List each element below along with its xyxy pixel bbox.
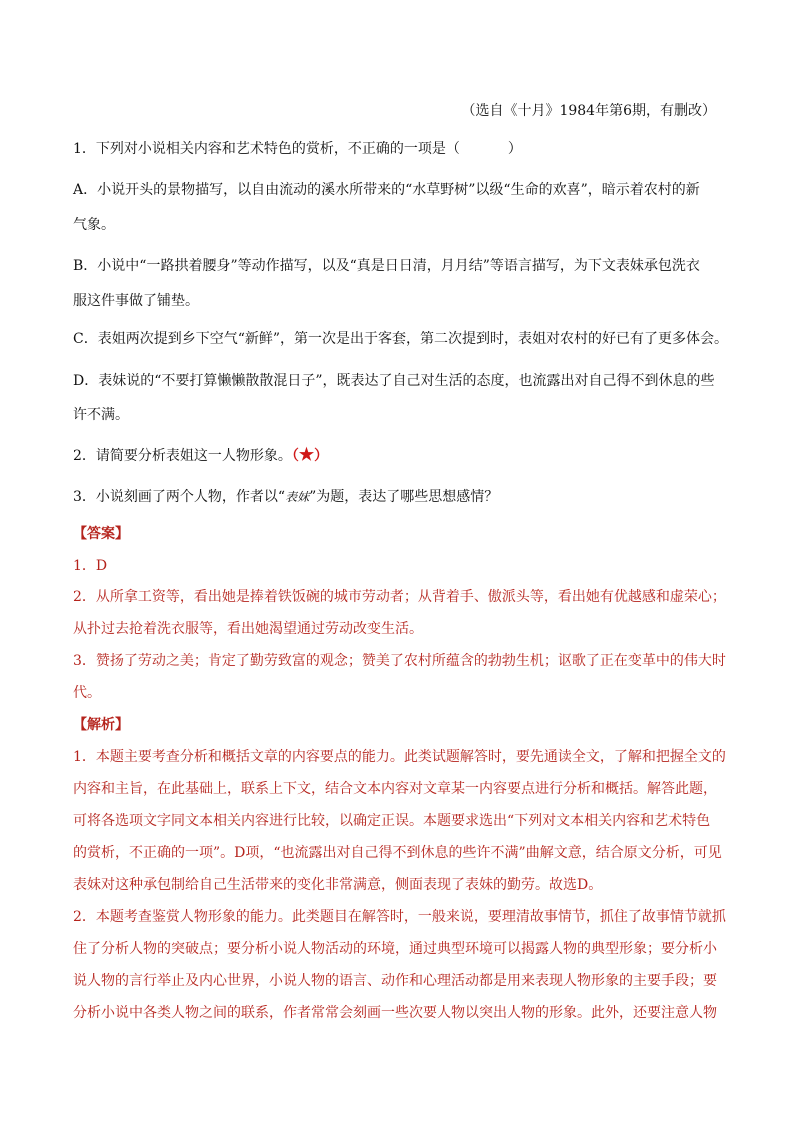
analysis-1-line-5: 表妹对这种承包制给自己生活带来的变化非常满意，侧面表现了表妹的勤劳。故选D。 bbox=[73, 877, 603, 893]
answer-3-line-1: 3．赞扬了劳动之美；肯定了勤劳致富的观念；赞美了农村所蕴含的勃勃生机；讴歌了正在变革中的伟大时 bbox=[73, 653, 726, 669]
question-1-stem: 1．下列对小说相关内容和艺术特色的赏析，不正确的一项是（ ） bbox=[73, 141, 522, 157]
option-a-line-2: 气象。 bbox=[73, 217, 115, 233]
analysis-1-line-2: 内容和主旨，在此基础上，联系上下文，结合文本内容对文章某一内容要点进行分析和概括。解答此题， bbox=[73, 781, 717, 797]
question-2: 2．请简要分析表姐这一人物形象。（★） bbox=[73, 445, 329, 465]
analysis-2-line-2: 住了分析人物的突破点；要分析小说人物活动的环境，通过典型环境可以揭露人物的典型形象；要分析小 bbox=[73, 941, 717, 957]
answer-2-line-2: 从扑过去抢着洗衣服等，看出她渴望通过劳动改变生活。 bbox=[73, 621, 423, 637]
quoted-option-text: “也流露出对自己得不到休息的些许不满” bbox=[273, 845, 526, 861]
answer-header: 【答案】 bbox=[73, 526, 129, 542]
question-3: 3．小说刻画了两个人物，作者以“表妹”为题，表达了哪些思想感情？ bbox=[73, 489, 499, 505]
analysis-2-line-1: 2．本题考查鉴赏人物形象的能力。此类题目在解答时，一般来说，要理清故事情节，抓住了故事情节就抓 bbox=[73, 909, 726, 925]
option-d-line-2: 许不满。 bbox=[73, 407, 129, 423]
option-a-line-1: A．小说开头的景物描写，以自由流动的溪水所带来的“水草野树”以级“生命的欢喜”，暗示着农村的新 bbox=[73, 182, 700, 198]
analysis-1-line-1: 1．本题主要考查分析和概括文章的内容要点的能力。此类试题解答时，要先通读全文，了解和把握全文的 bbox=[73, 749, 726, 765]
analysis-2-line-3: 说人物的言行举止及内心世界，小说人物的语言、动作和心理活动都是用来表现人物形象的主要手段；要 bbox=[73, 973, 717, 989]
analysis-1-line-4: 的赏析，不正确的一项”。D项，“也流露出对自己得不到休息的些许不满”曲解文意，结合原文分析，可见 bbox=[73, 845, 722, 861]
answer-2-line-1: 2．从所拿工资等，看出她是捧着铁饭碗的城市劳动者；从背着手、傲派头等，看出她有优越感和虚荣心； bbox=[73, 589, 726, 605]
analysis-header: 【解析】 bbox=[73, 717, 129, 733]
source-citation: （选自《十月》1984年第6期，有删改） bbox=[461, 103, 716, 119]
option-c-line-1: C．表姐两次提到乡下空气“新鲜”，第一次是出于客套，第二次提到时，表姐对农村的好已有了更多体会。 bbox=[73, 331, 729, 347]
star-icon: ★ bbox=[298, 445, 315, 465]
analysis-2-line-4: 分析小说中各类人物之间的联系，作者常常会刻画一些次要人物以突出人物的形象。此外，还要注意人物 bbox=[73, 1005, 717, 1021]
option-b-line-1: B．小说中“一路拱着腰身”等动作描写，以及“真是日日清，月月结”等语言描写，为下文表妹承包洗衣 bbox=[73, 258, 700, 274]
answer-3-line-2: 代。 bbox=[73, 685, 101, 701]
answer-1: 1．D bbox=[73, 558, 108, 574]
option-b-line-2: 服这件事做了铺垫。 bbox=[73, 293, 199, 309]
analysis-1-line-3: 可将各选项文字同文本相关内容进行比较，以确定正误。本题要求选出“下列对文本相关内容和艺术特色 bbox=[73, 813, 711, 829]
option-d-line-1: D．表妹说的“不要打算懒懒散散混日子”，既表达了自己对生活的态度，也流露出对自己得不到休息的些 bbox=[73, 373, 715, 389]
